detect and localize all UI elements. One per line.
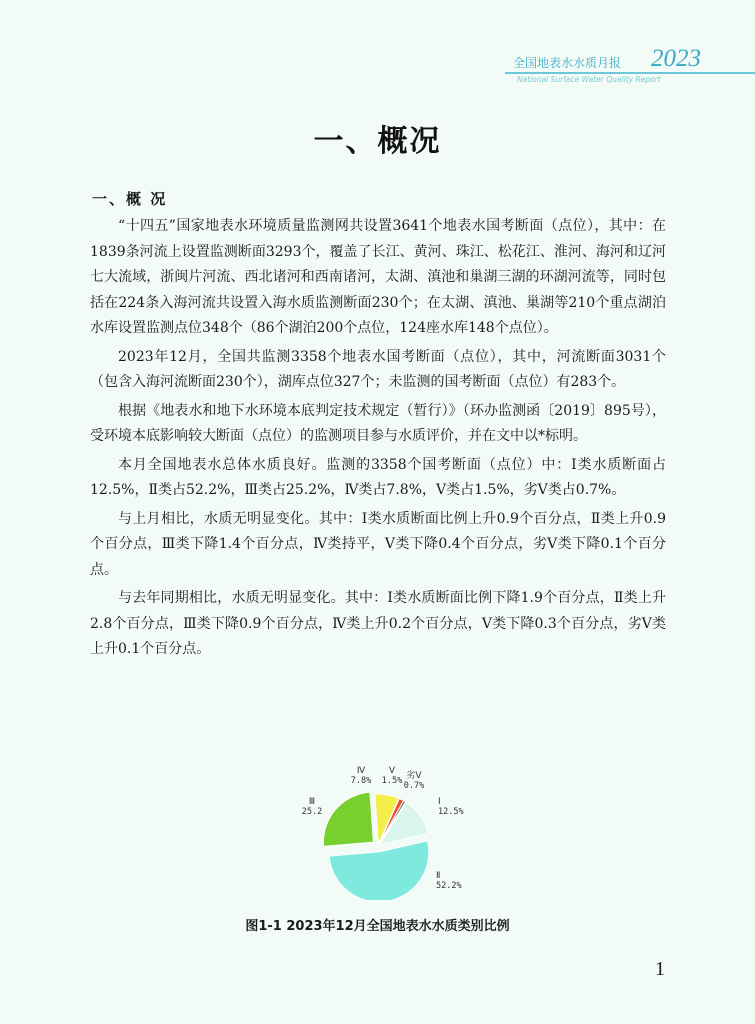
paragraph: 本月全国地表水总体水质良好。监测的3358个国考断面（点位）中：Ⅰ类水质断面占12.5%，Ⅱ类占52.2%，Ⅲ类占25.2%，Ⅳ类占7.8%，Ⅴ类占1.5%，劣Ⅴ类占0.7%。 xyxy=(90,456,666,498)
paragraph: 与去年同期相比，水质无明显变化。其中：Ⅰ类水质断面比例下降1.9个百分点，Ⅱ类上升2.8个百分点，Ⅲ类下降0.9个百分点，Ⅳ类上升0.2个百分点，Ⅴ类下降0.3个百分点，劣Ⅴ类上升0.1个百分点。 xyxy=(90,590,666,657)
pie-label-value: 0.7% xyxy=(403,781,425,791)
chapter-title: 一、概况 xyxy=(313,124,442,159)
figure-caption: 图1-1 2023年12月全国地表水水质类别比例 xyxy=(245,919,510,934)
page-number: 1 xyxy=(655,958,665,980)
pie-label-name: 劣Ⅴ xyxy=(406,770,422,780)
report-header xyxy=(505,44,755,84)
pie-label-value: 1.5% xyxy=(381,776,403,786)
body-text xyxy=(90,214,666,666)
pie-label-name: Ⅳ xyxy=(356,765,366,775)
pie-slice-3 xyxy=(323,792,373,846)
paragraph: 2023年12月，全国共监测3358个地表水国考断面（点位），其中，河流断面3031个（包含入海河流断面230个），湖库点位327个；未监测的国考断面（点位）有283个。 xyxy=(90,348,666,390)
pie-label-value: 52.2% xyxy=(436,881,462,891)
pie-label-value: 25.2 xyxy=(301,807,323,817)
paragraph: 与上月相比，水质无明显变化。其中：Ⅰ类水质断面比例上升0.9个百分点，Ⅱ类上升0.9个百分点，Ⅲ类下降1.4个百分点，Ⅳ类持平，Ⅴ类下降0.4个百分点，劣Ⅴ类下降0.1个百分点。 xyxy=(90,510,666,578)
pie-label-value: 7.8% xyxy=(350,776,372,786)
paragraph: 根据《地表水和地下水环境本底判定技术规定（暂行）》（环办监测函〔2019〕895号），受环境本底影响较大断面（点位）的监测项目参与水质评价，并在文中以*标明。 xyxy=(90,402,666,444)
pie-label-name: Ⅱ xyxy=(436,870,441,880)
header-year: 2023 xyxy=(651,45,701,72)
pie-label-value: 12.5% xyxy=(438,807,464,817)
water-quality-pie-chart xyxy=(290,760,470,900)
pie-slice-2 xyxy=(329,841,429,900)
pie-svg xyxy=(290,760,470,900)
header-subtitle: National Surface Water Quality Report xyxy=(517,75,661,84)
section-heading: 一、概 况 xyxy=(92,190,168,208)
pie-label-name: Ⅰ xyxy=(438,796,441,806)
paragraph: “十四五”国家地表水环境质量监测网共设置3641个地表水国考断面（点位），其中：在1839条河流上设置监测断面3293个，覆盖了长江、黄河、珠江、松花江、淮河、海河和辽河七大流域，浙闽片河流、西北诸河和西南诸河，太湖、滇池和巢湖三湖的环湖河流等，同时包括在224条入海河流共设置入海水质监测断面230个；在太湖、滇池、巢湖等210个重点湖泊水库设置监测点位348个（86个湖泊200个点位，124座水库148个点位）。 xyxy=(90,218,666,336)
pie-label-name: Ⅲ xyxy=(308,796,316,806)
header-rule xyxy=(505,72,755,74)
pie-label-name: Ⅴ xyxy=(388,765,396,775)
header-title: 全国地表水水质月报 xyxy=(513,56,622,70)
